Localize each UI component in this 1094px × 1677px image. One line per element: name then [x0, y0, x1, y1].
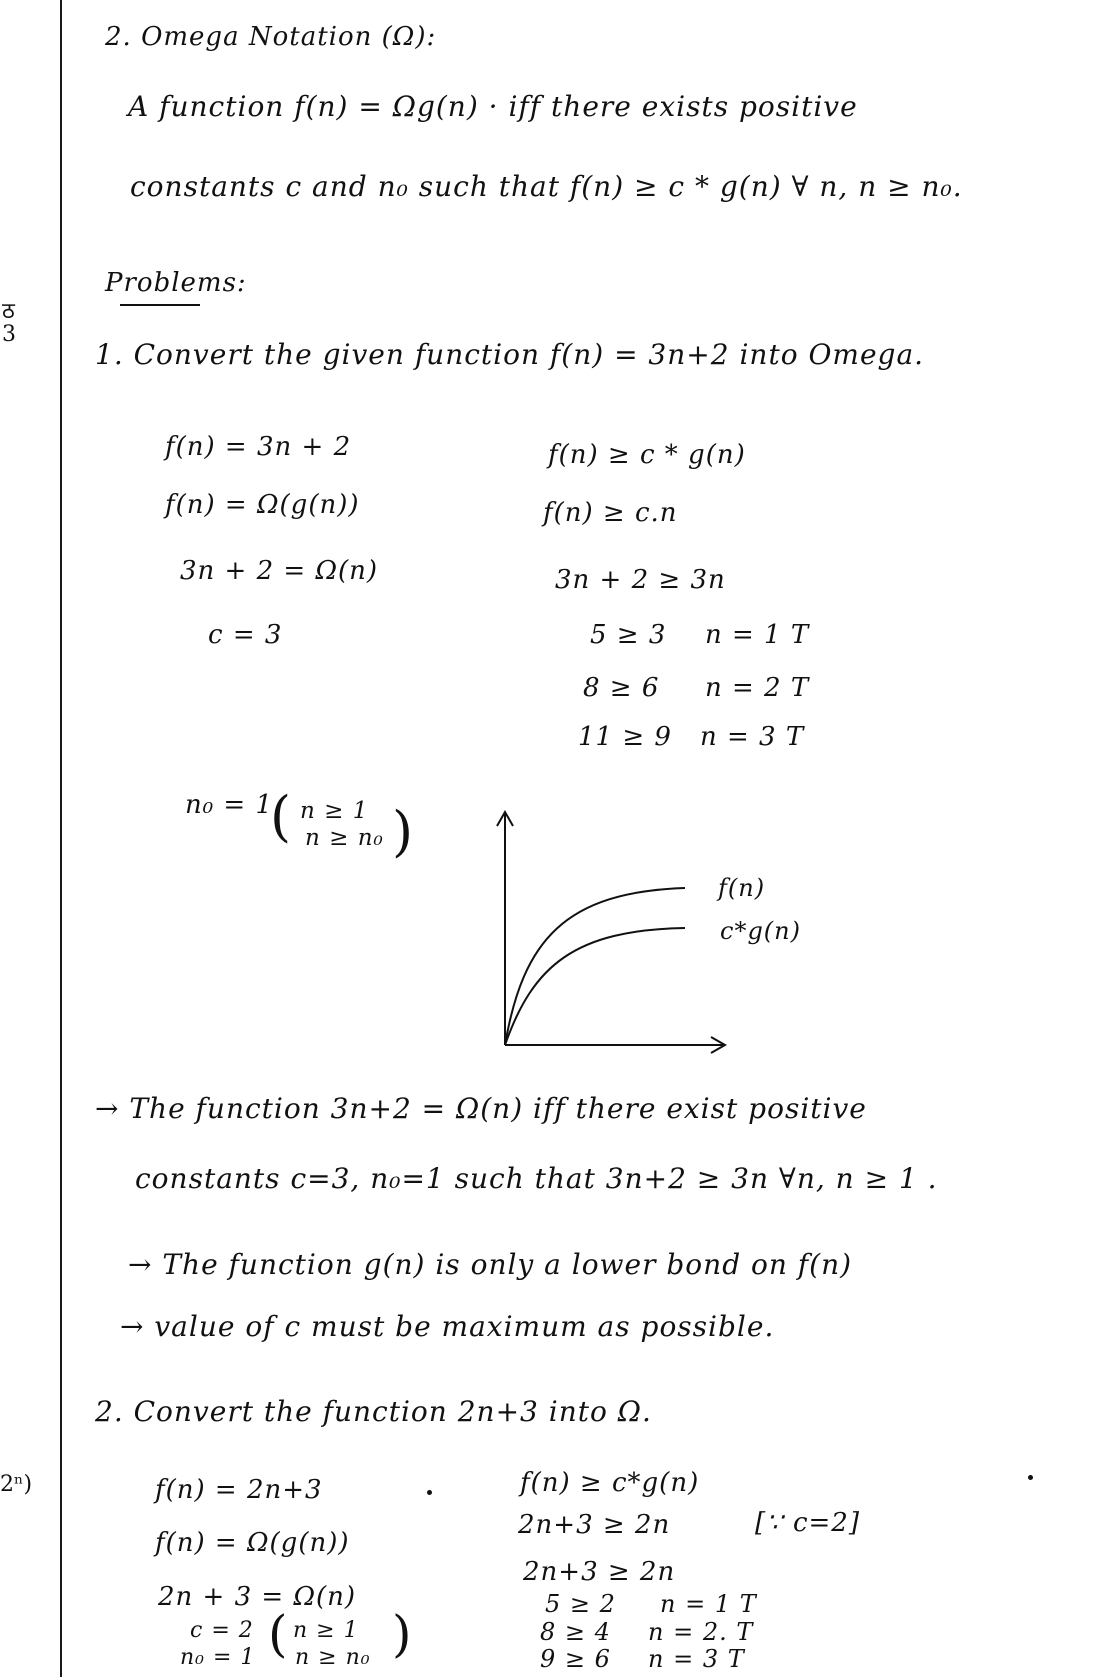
p1-check-1-n: n = 1 T	[705, 620, 810, 650]
p2-right-line-2: 2n+3 ≥ 2n	[518, 1510, 671, 1540]
p1-paren-close: )	[392, 800, 414, 863]
p1-n0-cond-2: n ≥ n₀	[305, 825, 384, 851]
ink-dot-2	[1028, 1475, 1033, 1480]
note-line-1: → The function g(n) is only a lower bond on f(n)	[128, 1248, 853, 1281]
p1-check-1-ineq: 5 ≥ 3	[590, 620, 667, 650]
definition-line-2: constants c and n₀ such that f(n) ≥ c * g(n) ∀ n, n ≥ n₀.	[130, 170, 963, 203]
note-line-2: → value of c must be maximum as possible.	[120, 1310, 775, 1343]
p2-check-3-n: n = 3 T	[648, 1645, 745, 1673]
problems-label: Problems:	[105, 268, 247, 298]
definition-line-1: A function f(n) = Ωg(n) · iff there exists positive	[128, 90, 858, 123]
p2-paren-close: )	[392, 1605, 412, 1663]
p1-check-2-ineq: 8 ≥ 6	[583, 673, 660, 703]
p2-bracket-note: [∵ c=2]	[755, 1508, 860, 1538]
p2-cond-2: n ≥ n₀	[295, 1645, 371, 1670]
p1-right-line-1: f(n) ≥ c * g(n)	[548, 440, 746, 470]
p2-left-line-3: 2n + 3 = Ω(n)	[158, 1582, 357, 1612]
p2-check-1-ineq: 5 ≥ 2	[545, 1590, 616, 1618]
p2-cond-1: n ≥ 1	[293, 1618, 359, 1643]
p1-left-line-2: f(n) = Ω(g(n))	[165, 490, 360, 520]
p2-c-line: c = 2	[190, 1618, 254, 1643]
p2-check-2-n: n = 2. T	[648, 1618, 754, 1646]
problem-1-title: 1. Convert the given function f(n) = 3n+2 into Omega.	[95, 338, 925, 371]
growth-graph	[495, 800, 735, 1070]
margin-mark-3: 2ⁿ)	[0, 1472, 33, 1497]
p2-right-line-3: 2n+3 ≥ 2n	[523, 1557, 676, 1587]
p1-left-line-1: f(n) = 3n + 2	[165, 432, 352, 462]
p1-check-3-ineq: 11 ≥ 9	[578, 722, 672, 752]
p1-right-line-2: f(n) ≥ c.n	[543, 498, 678, 528]
margin-mark-2: 3	[2, 322, 16, 347]
p2-n0-line: n₀ = 1	[180, 1645, 256, 1670]
p1-left-line-3: 3n + 2 = Ω(n)	[180, 556, 379, 586]
problem-2-title: 2. Convert the function 2n+3 into Ω.	[95, 1395, 652, 1428]
problems-underline	[120, 304, 200, 306]
p1-n0: n₀ = 1	[185, 790, 274, 820]
curve-c-g-n	[505, 928, 685, 1045]
p1-left-line-4: c = 3	[208, 620, 283, 650]
p1-check-2-n: n = 2 T	[705, 673, 810, 703]
p1-paren-open: (	[270, 785, 292, 848]
ink-dot-1	[427, 1490, 432, 1495]
p2-check-1-n: n = 1 T	[660, 1590, 757, 1618]
p1-check-3-n: n = 3 T	[700, 722, 805, 752]
graph-axes	[497, 812, 725, 1053]
p2-check-2-ineq: 8 ≥ 4	[540, 1618, 611, 1646]
conclusion-line-2: constants c=3, n₀=1 such that 3n+2 ≥ 3n ∀n, n ≥ 1 .	[135, 1162, 938, 1195]
curve-f-n	[505, 888, 685, 1045]
p2-left-line-1: f(n) = 2n+3	[155, 1475, 323, 1505]
margin-line	[60, 0, 62, 1677]
graph-label-c-g-n: c*g(n)	[720, 917, 801, 945]
p2-right-line-1: f(n) ≥ c*g(n)	[520, 1468, 700, 1498]
conclusion-line-1: → The function 3n+2 = Ω(n) iff there exist positive	[95, 1092, 867, 1125]
section-heading: 2. Omega Notation (Ω):	[105, 22, 437, 52]
p2-paren-open: (	[268, 1605, 288, 1663]
p1-right-line-3: 3n + 2 ≥ 3n	[555, 565, 726, 595]
p1-n0-cond-1: n ≥ 1	[300, 798, 369, 824]
p2-check-3-ineq: 9 ≥ 6	[540, 1645, 611, 1673]
margin-mark-1: ठ	[2, 299, 15, 324]
graph-label-f-n: f(n)	[718, 874, 766, 902]
p2-left-line-2: f(n) = Ω(g(n))	[155, 1528, 350, 1558]
